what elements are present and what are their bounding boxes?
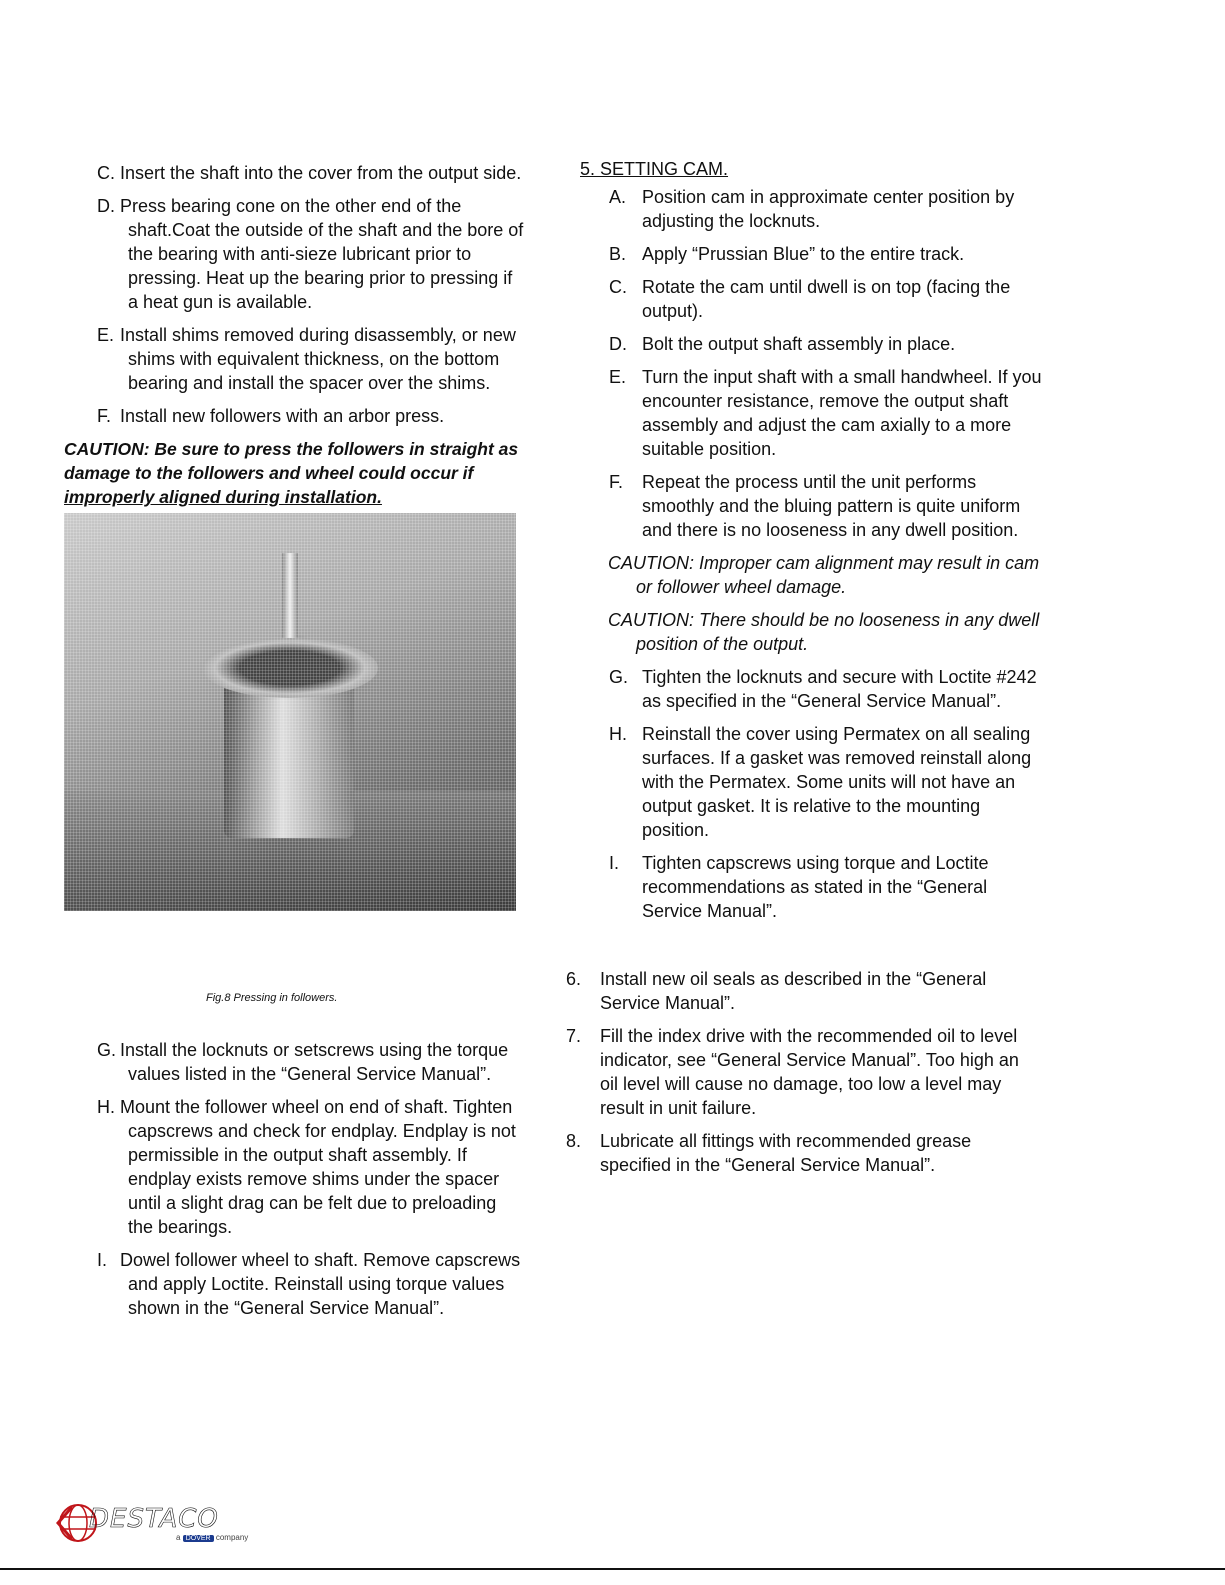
step-label: F. [609, 472, 624, 492]
left-step-f [64, 404, 524, 428]
photo-base [64, 791, 516, 911]
step-label: F. [97, 406, 112, 426]
left-step-h [64, 1095, 524, 1239]
photo-follower-body [224, 658, 354, 838]
right-step-c [580, 275, 1050, 323]
caution-press-followers [64, 437, 524, 509]
right-step-d [580, 332, 1050, 356]
numbered-step-6 [566, 967, 1034, 1015]
right-step-h [580, 722, 1050, 842]
step-number: 8. [566, 1131, 582, 1151]
step-label: I. [609, 853, 620, 873]
step-label: C. [97, 163, 115, 183]
left-step-e [64, 323, 524, 395]
right-column [580, 157, 1050, 932]
step-label: H. [97, 1097, 115, 1117]
step-label: I. [97, 1250, 108, 1270]
logo-sub-company: company [215, 1533, 249, 1542]
step-label: G. [97, 1040, 117, 1060]
logo-sub-a: a [176, 1533, 181, 1542]
step-label: A. [609, 187, 627, 207]
step-text: Tighten the locknuts and secure with Loctite #242 as specified in the “General Service Manual”. [642, 667, 1037, 711]
step-text: Dowel follower wheel to shaft. Remove capscrews and apply Loctite. Reinstall using torque values shown in the “General Service Manual”. [120, 1250, 521, 1318]
right-step-b [580, 242, 1050, 266]
left-step-d [64, 194, 524, 314]
numbered-step-7 [566, 1024, 1034, 1120]
figure-caption: Fig.8 Pressing in followers. [206, 992, 338, 1004]
figure-photo-pressing-followers [64, 513, 516, 911]
section-title: 5. SETTING CAM. [580, 159, 729, 179]
step-label: C. [609, 277, 627, 297]
step-text: Install new oil seals as described in the “General Service Manual”. [600, 969, 987, 1013]
step-text: Mount the follower wheel on end of shaft. Tighten capscrews and check for endplay. Endplay is not permissible in the output shaft assembly. If endplay exists remove shims under the spacer until a slight drag can be felt due to preloading the bearings. [120, 1097, 516, 1237]
right-step-a [580, 185, 1050, 233]
step-text: Apply “Prussian Blue” to the entire track. [642, 244, 965, 264]
left-step-i [64, 1248, 524, 1320]
step-label: B. [609, 244, 627, 264]
logo-wordmark: DESTACO [89, 1504, 219, 1534]
destaco-logo [52, 1497, 282, 1549]
step-text: Position cam in approximate center position by adjusting the locknuts. [642, 187, 1015, 231]
step-text: Install the locknuts or setscrews using the torque values listed in the “General Service Manual”. [120, 1040, 509, 1084]
step-label: G. [609, 667, 629, 687]
step-text: Repeat the process until the unit performs smoothly and the bluing pattern is quite uniform and there is no looseness in any dwell position. [642, 472, 1021, 540]
step-text: Reinstall the cover using Permatex on all sealing surfaces. If a gasket was removed reinstall along with the Permatex. Some units will not have an output gasket. It is relative to the mounting position. [642, 724, 1032, 840]
right-step-i [580, 851, 1050, 923]
left-step-g [64, 1038, 524, 1086]
photo-follower-ring [202, 638, 378, 698]
step-text: Rotate the cam until dwell is on top (facing the output). [642, 277, 1011, 321]
step-text: Fill the index drive with the recommended oil to level indicator, see “General Service Manual”. Too high an oil level will cause no damage, too low a level may result in unit failure. [600, 1026, 1019, 1118]
dover-badge: DOVER [183, 1535, 214, 1542]
photo-press-ram [282, 553, 298, 673]
step-text: Insert the shaft into the cover from the output side. [120, 163, 522, 183]
step-text: Bolt the output shaft assembly in place. [642, 334, 956, 354]
step-text: Tighten capscrews using torque and Loctite recommendations as stated in the “General Service Manual”. [642, 853, 989, 921]
logo-subtitle [176, 1533, 248, 1544]
bottom-rule [0, 1568, 1225, 1570]
step-label: E. [97, 325, 115, 345]
step-number: 6. [566, 969, 582, 989]
step-text: Install new followers with an arbor press. [120, 406, 445, 426]
step-label: D. [609, 334, 627, 354]
left-step-c [64, 161, 524, 185]
numbered-step-8 [566, 1129, 1034, 1177]
caution-underlined-text: improperly aligned during installation. [64, 487, 382, 507]
left-column-lower [64, 1038, 524, 1329]
right-step-f [580, 470, 1050, 542]
step-label: E. [609, 367, 627, 387]
step-label: D. [97, 196, 115, 216]
step-label: H. [609, 724, 627, 744]
right-step-g [580, 665, 1050, 713]
step-text: Press bearing cone on the other end of the shaft.Coat the outside of the shaft and the bore of the bearing with anti-sieze lubricant prior to pressing. Heat up the bearing prior to pressing if a heat gun is available. [120, 196, 524, 312]
caution-text: CAUTION: Be sure to press the followers in straight as damage to the followers and wheel could occur if [64, 439, 519, 483]
left-column [64, 161, 524, 911]
step-number: 7. [566, 1026, 582, 1046]
caution-no-looseness: CAUTION: There should be no looseness in any dwell position of the output. [608, 610, 1040, 654]
caution-cam-alignment: CAUTION: Improper cam alignment may result in cam or follower wheel damage. [608, 553, 1040, 597]
numbered-steps [566, 967, 1034, 1186]
step-text: Turn the input shaft with a small handwheel. If you encounter resistance, remove the output shaft assembly and adjust the cam axially to a more suitable position. [642, 367, 1042, 459]
step-text: Install shims removed during disassembly, or new shims with equivalent thickness, on the bottom bearing and install the spacer over the shims. [120, 325, 516, 393]
step-text: Lubricate all fittings with recommended grease specified in the “General Service Manual”. [600, 1131, 972, 1175]
right-step-e [580, 365, 1050, 461]
